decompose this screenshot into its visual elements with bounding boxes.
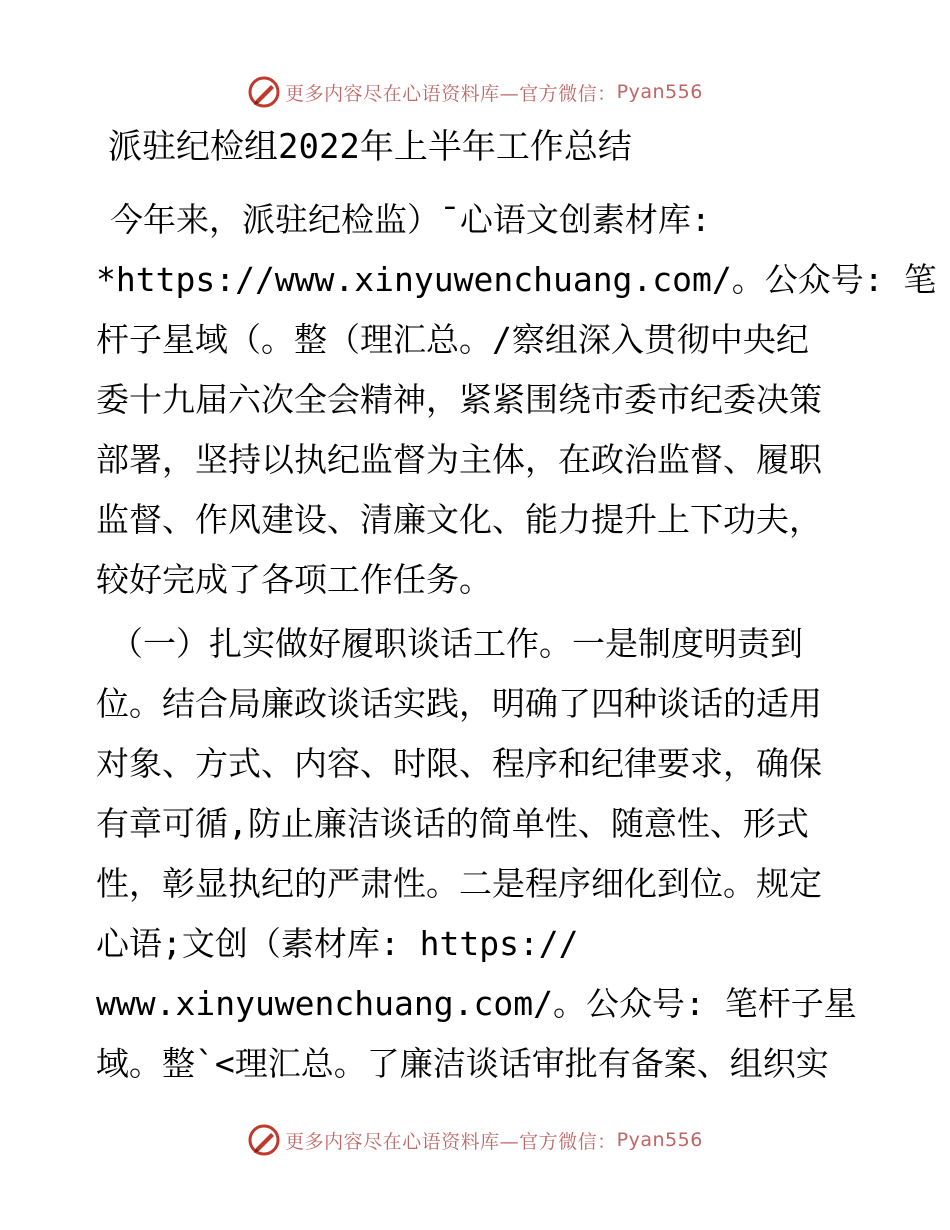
paragraph-section-one (96, 614, 876, 1094)
watermark-text: 更多内容尽在心语资料库—官方微信： (285, 82, 617, 105)
text-line: 委十九届六次全会精神，紧紧围绕市委市纪委决策 (96, 380, 822, 419)
document-title: 派驻纪检组2022年上半年工作总结 (108, 127, 632, 167)
watermark-text: 更多内容尽在心语资料库—官方微信： (285, 1130, 617, 1153)
text-line: 位。结合局廉政谈话实践，明确了四种谈话的适用 (96, 684, 822, 723)
text-line: 监督、作风建设、清廉文化、能力提升上下功夫， (96, 500, 822, 539)
text-line: 性，彰显执纪的严肃性。二是程序细化到位。规定 (96, 864, 822, 903)
pen-logo-icon (247, 75, 281, 109)
text-line: *https://www.xinyuwenchuang.com/。公众号: 笔 (96, 260, 937, 299)
text-line: 域。整`<理汇总。了廉洁谈话审批有备案、组织实 (96, 1044, 829, 1083)
text-line: www.xinyuwenchuang.com/。公众号: 笔杆子星 (96, 984, 857, 1023)
watermark-wechat-id: Pyan556 (616, 81, 703, 103)
footer-watermark (0, 1120, 950, 1160)
header-watermark (0, 72, 950, 112)
watermark-wechat-id: Pyan556 (616, 1129, 703, 1151)
text-line: 较好完成了各项工作任务。 (96, 560, 492, 599)
text-line: 有章可循,防止廉洁谈话的简单性、随意性、形式 (96, 804, 809, 843)
text-line: 部署，坚持以执纪监督为主体，在政治监督、履职 (96, 440, 822, 479)
pen-logo-icon (247, 1123, 281, 1157)
text-line: 对象、方式、内容、时限、程序和纪律要求，确保 (96, 744, 822, 783)
text-line: 杆子星域（。整（理汇总。/察组深入贯彻中央纪 (96, 320, 809, 359)
paragraph-intro (96, 190, 937, 610)
text-line: 今年来，派驻纪检监）¯心语文创素材库: (110, 200, 711, 239)
text-line: （一）扎实做好履职谈话工作。一是制度明责到 (110, 624, 803, 663)
text-line: 心语;文创（素材库: https:// (96, 924, 579, 963)
